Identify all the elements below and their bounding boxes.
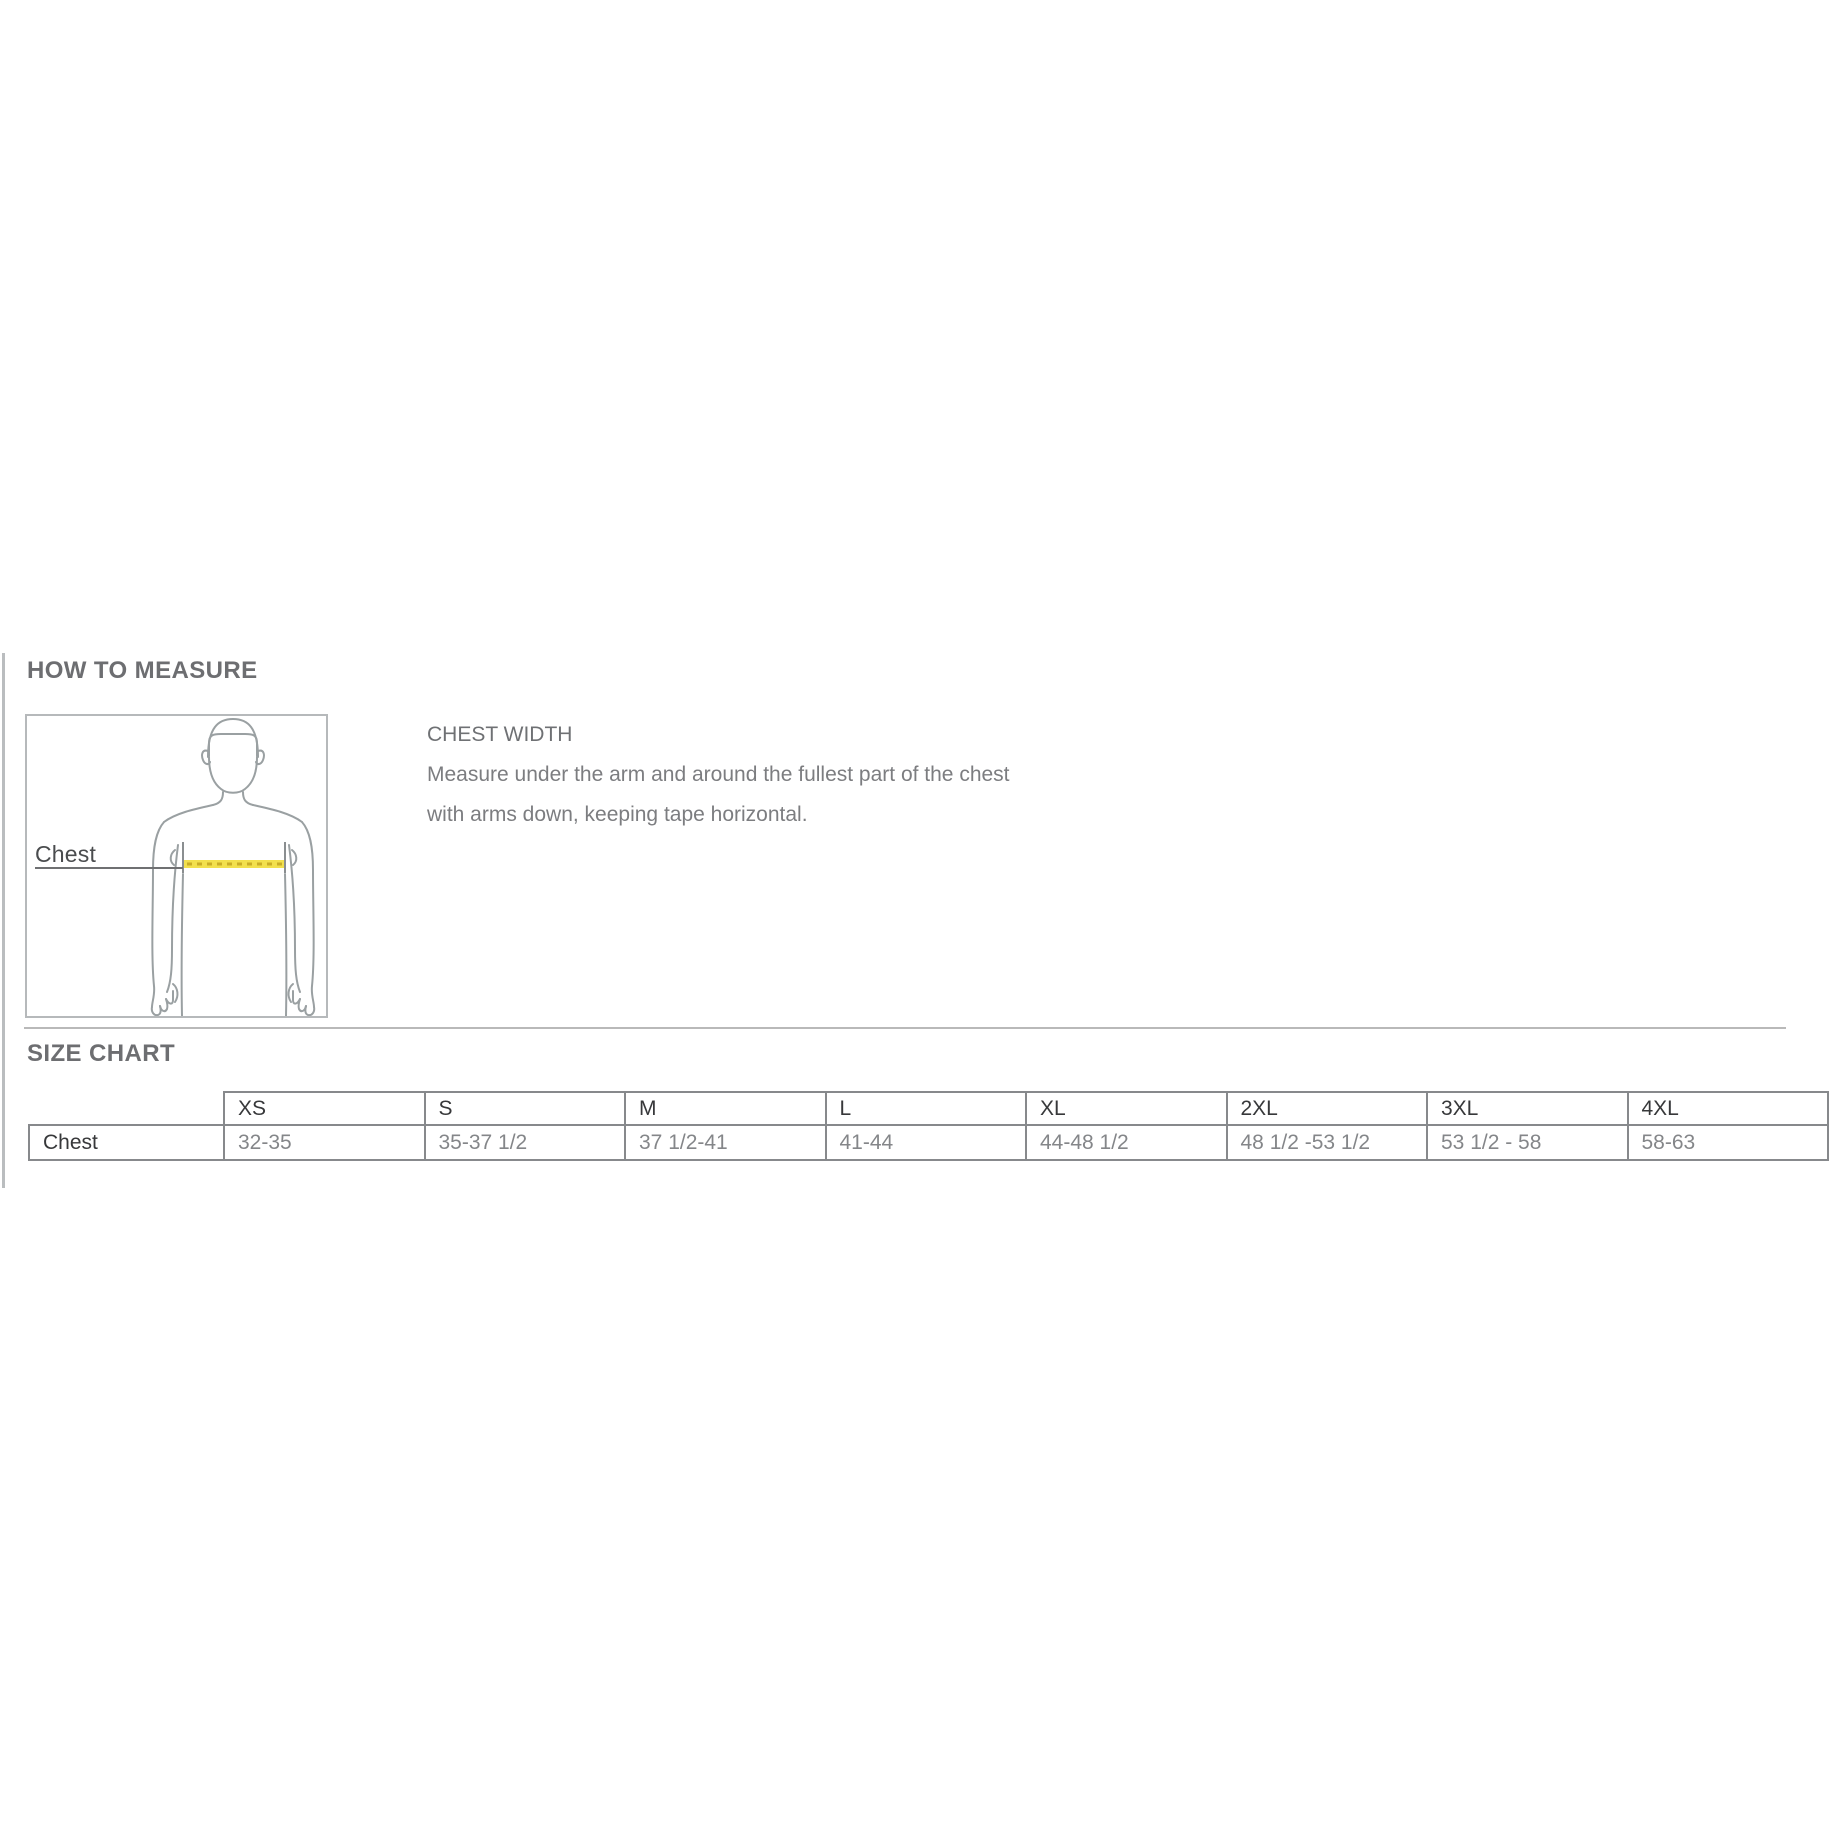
measurement-figure-box: [25, 714, 328, 1018]
size-col-header-s: S: [425, 1092, 626, 1125]
corner-cell: [29, 1092, 224, 1125]
size-chart-heading: SIZE CHART: [27, 1040, 175, 1067]
chest-value-l: 41-44: [826, 1125, 1027, 1160]
chest-value-4xl: 58-63: [1628, 1125, 1829, 1160]
size-col-header-m: M: [625, 1092, 826, 1125]
section-divider: [24, 1027, 1786, 1029]
size-chart-table: [28, 1091, 1829, 1161]
chest-value-2xl: 48 1/2 -53 1/2: [1227, 1125, 1428, 1160]
size-col-header-2xl: 2XL: [1227, 1092, 1428, 1125]
chest-value-s: 35-37 1/2: [425, 1125, 626, 1160]
chest-label: Chest: [35, 841, 97, 867]
size-chart-header-row: [29, 1092, 1828, 1125]
size-col-header-xl: XL: [1026, 1092, 1227, 1125]
instruction-line-2: with arms down, keeping tape horizontal.: [427, 803, 808, 826]
instruction-block: [427, 715, 1010, 835]
size-col-header-xs: XS: [224, 1092, 425, 1125]
size-col-header-4xl: 4XL: [1628, 1092, 1829, 1125]
size-col-header-3xl: 3XL: [1427, 1092, 1628, 1125]
chest-value-xs: 32-35: [224, 1125, 425, 1160]
chest-value-m: 37 1/2-41: [625, 1125, 826, 1160]
left-border-rule: [2, 653, 5, 1188]
how-to-measure-heading: HOW TO MEASURE: [27, 657, 258, 684]
instruction-title: CHEST WIDTH: [427, 723, 573, 746]
instruction-line-1: Measure under the arm and around the fullest part of the chest: [427, 763, 1010, 786]
row-label-chest: Chest: [29, 1125, 224, 1160]
size-col-header-l: L: [826, 1092, 1027, 1125]
tape-end-marks: [183, 842, 285, 873]
chest-value-xl: 44-48 1/2: [1026, 1125, 1227, 1160]
chest-measurements-row: [29, 1125, 1828, 1160]
chest-value-3xl: 53 1/2 - 58: [1427, 1125, 1628, 1160]
